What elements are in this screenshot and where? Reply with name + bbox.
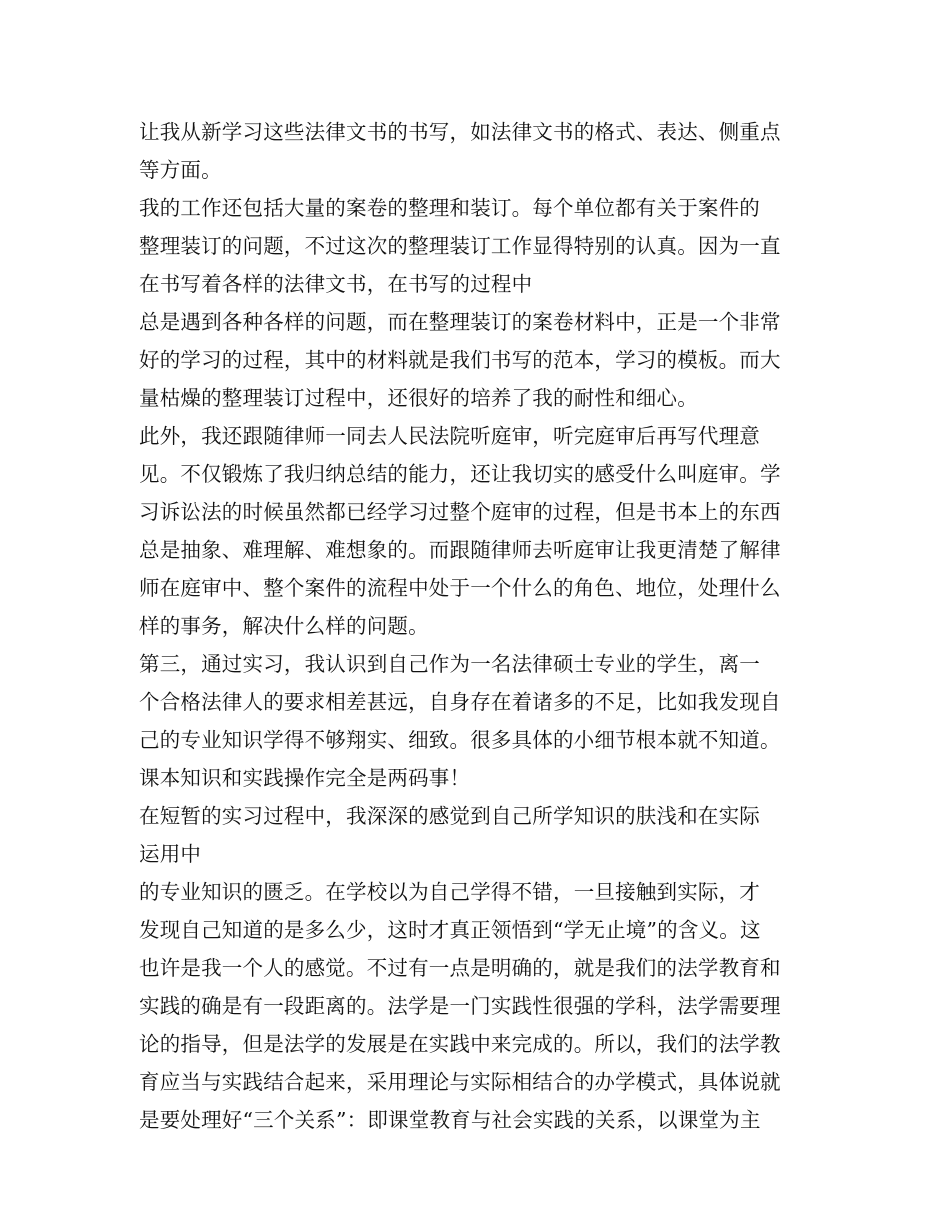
text-line: 我的工作还包括大量的案卷的整理和装订。每个单位都有关于案件的: [139, 196, 760, 220]
text-line: 第三，通过实习，我认识到自己作为一名法律硕士专业的学生，离一: [139, 652, 760, 676]
text-line: 让我从新学习这些法律文书的书写，如法律文书的格式、表达、侧重点: [139, 120, 781, 144]
text-line: 习诉讼法的时候虽然都已经学习过整个庭审的过程，但是书本上的东西: [139, 500, 781, 524]
document-body: [139, 113, 819, 1139]
text-line: 量枯燥的整理装订过程中，还很好的培养了我的耐性和细心。: [139, 386, 698, 410]
text-line: 总是遇到各种各样的问题，而在整理装订的案卷材料中，正是一个非常: [139, 310, 781, 334]
text-line: 运用中: [139, 842, 202, 866]
text-line: 论的指导，但是法学的发展是在实践中来完成的。所以，我们的法学教: [139, 1032, 781, 1056]
text-line: 己的专业知识学得不够翔实、细致。很多具体的小细节根本就不知道。: [139, 728, 781, 752]
text-line: 师在庭审中、整个案件的流程中处于一个什么的角色、地位，处理什么: [139, 576, 781, 600]
text-line: 在书写着各样的法律文书，在书写的过程中: [139, 272, 533, 296]
text-line: 实践的确是有一段距离的。法学是一门实践性很强的学科，法学需要理: [139, 994, 781, 1018]
text-line: 个合格法律人的要求相差甚远，自身存在着诸多的不足，比如我发现自: [139, 690, 781, 714]
text-line: 好的学习的过程，其中的材料就是我们书写的范本，学习的模板。而大: [139, 348, 781, 372]
text-line: 也许是我一个人的感觉。不过有一点是明确的，就是我们的法学教育和: [139, 956, 781, 980]
text-line: 发现自己知道的是多么少，这时才真正领悟到“学无止境”的含义。这: [139, 918, 761, 942]
text-line: 课本知识和实践操作完全是两码事！: [139, 766, 471, 790]
text-line: 的专业知识的匮乏。在学校以为自己学得不错，一旦接触到实际，才: [139, 880, 760, 904]
text-line: 等方面。: [139, 158, 222, 182]
text-line: 在短暂的实习过程中，我深深的感觉到自己所学知识的肤浅和在实际: [139, 804, 760, 828]
text-line: 育应当与实践结合起来，采用理论与实际相结合的办学模式，具体说就: [139, 1070, 781, 1094]
text-line: 此外，我还跟随律师一同去人民法院听庭审，听完庭审后再写代理意: [139, 424, 760, 448]
text-line: 总是抽象、难理解、难想象的。而跟随律师去听庭审让我更清楚了解律: [139, 538, 781, 562]
text-line: 样的事务，解决什么样的问题。: [139, 614, 429, 638]
text-line: 整理装订的问题，不过这次的整理装订工作显得特别的认真。因为一直: [139, 234, 781, 258]
text-line: 见。不仅锻炼了我归纳总结的能力，还让我切实的感受什么叫庭审。学: [139, 462, 781, 486]
text-line: 是要处理好“三个关系”：即课堂教育与社会实践的关系，以课堂为主: [139, 1108, 761, 1132]
